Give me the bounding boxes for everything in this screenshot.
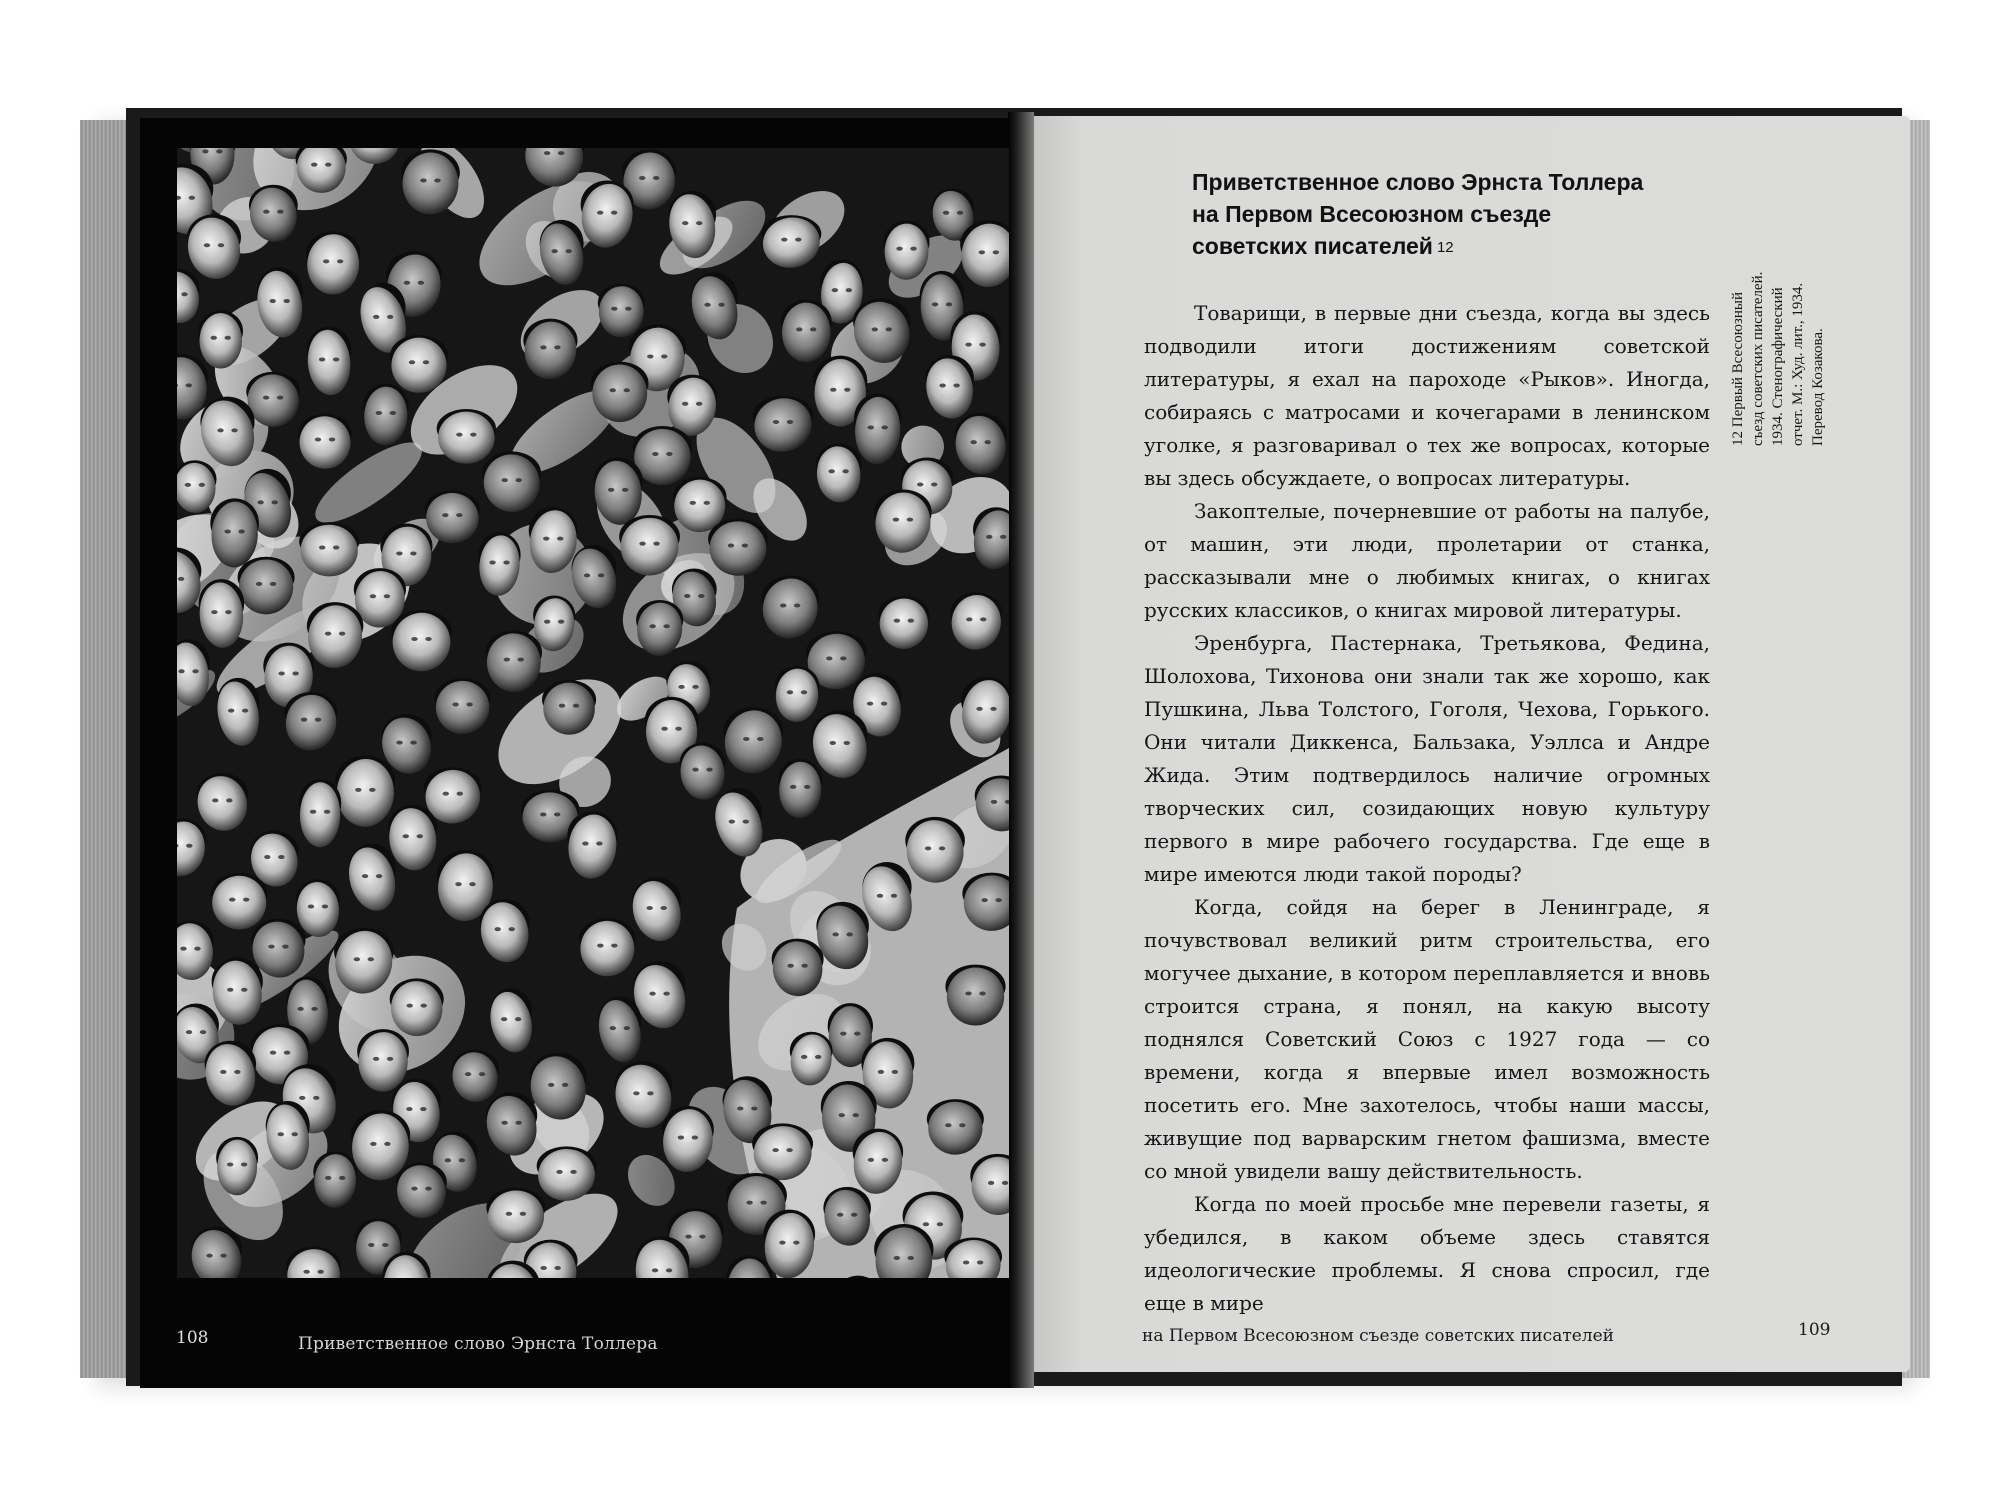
book-gutter: [1008, 112, 1034, 1388]
margin-footnote: [1728, 216, 1828, 446]
running-head-left: Приветственное слово Эрнста Толлера: [298, 1334, 658, 1354]
body-text: [1144, 297, 1710, 1320]
crowd-photograph-image: [177, 148, 1009, 1278]
page-number-right: 109: [1798, 1320, 1831, 1340]
footnote-line: отчет. М.: Худ. лит., 1934.: [1790, 282, 1806, 446]
body-paragraph: Закоптелые, почерневшие от работы на палубе, от машин, эти люди, пролетарии от станка, рассказывали мне о любимых книгах, о книгах русских классиков, о книгах мировой литературы.: [1144, 499, 1710, 622]
article-title-line: на Первом Всесоюзном съезде: [1192, 201, 1552, 227]
article-title-line: Приветственное слово Эрнста Толлера: [1192, 169, 1644, 195]
body-paragraph: Когда, сойдя на берег в Ленинграде, я почувствовал великий ритм строительства, его могучее дыхание, в котором переплавляется и вновь строится страна, я понял, на какую высоту поднялся Советский Союз с 1927 года — со времени, когда я впервые имел возможность посетить его. Мне захотелось, чтобы наши массы, живущие под варварским гнетом фашизма, вместе со мной увидели вашу действительность.: [1144, 895, 1710, 1183]
crowd-photograph: [177, 148, 1009, 1278]
body-paragraph: Когда по моей просьбе мне перевели газеты, я убедился, в каком объеме здесь ставятся идеологические проблемы. Я снова спросил, где еще в мире: [1144, 1192, 1710, 1315]
page-number-left: 108: [176, 1328, 209, 1348]
body-paragraph: Товарищи, в первые дни съезда, когда вы здесь подводили итоги достижениям советской литературы, я ехал на пароходе «Рыков». Иногда, собираясь с матросами и кочегарами в ленинском уголке, я разговаривал о тех же вопросах, которые вы здесь обсуждаете, о вопросах литературы.: [1144, 301, 1710, 490]
body-paragraph: Эренбурга, Пастернака, Третьякова, Федина, Шолохова, Тихонова они знали так же хорошо, как Пушкина, Льва Толстого, Гоголя, Чехова, Горького. Они читали Диккенса, Бальзака, Уэллса и Андре Жида. Этим подтвердилось наличие огромных творческих сил, созидающих новую культуру первого в мире рабочего государства. Где еще в мире имеются люди такой породы?: [1144, 631, 1710, 886]
footnote-reference: 12: [1436, 239, 1454, 256]
article-title-line-text: советских писателей: [1192, 233, 1433, 259]
article-title: [1192, 166, 1672, 264]
footnote-line: Перевод Козакова.: [1810, 328, 1826, 446]
article-title-line: [1192, 230, 1672, 264]
footnote-line: 12 Первый Всесоюзный: [1730, 292, 1746, 446]
footnote-line: съезд советских писателей.: [1750, 271, 1766, 446]
footnote-line: 1934. Стенографический: [1770, 287, 1786, 446]
running-head-right: на Первом Всесоюзном съезде советских писателей: [1142, 1326, 1614, 1346]
